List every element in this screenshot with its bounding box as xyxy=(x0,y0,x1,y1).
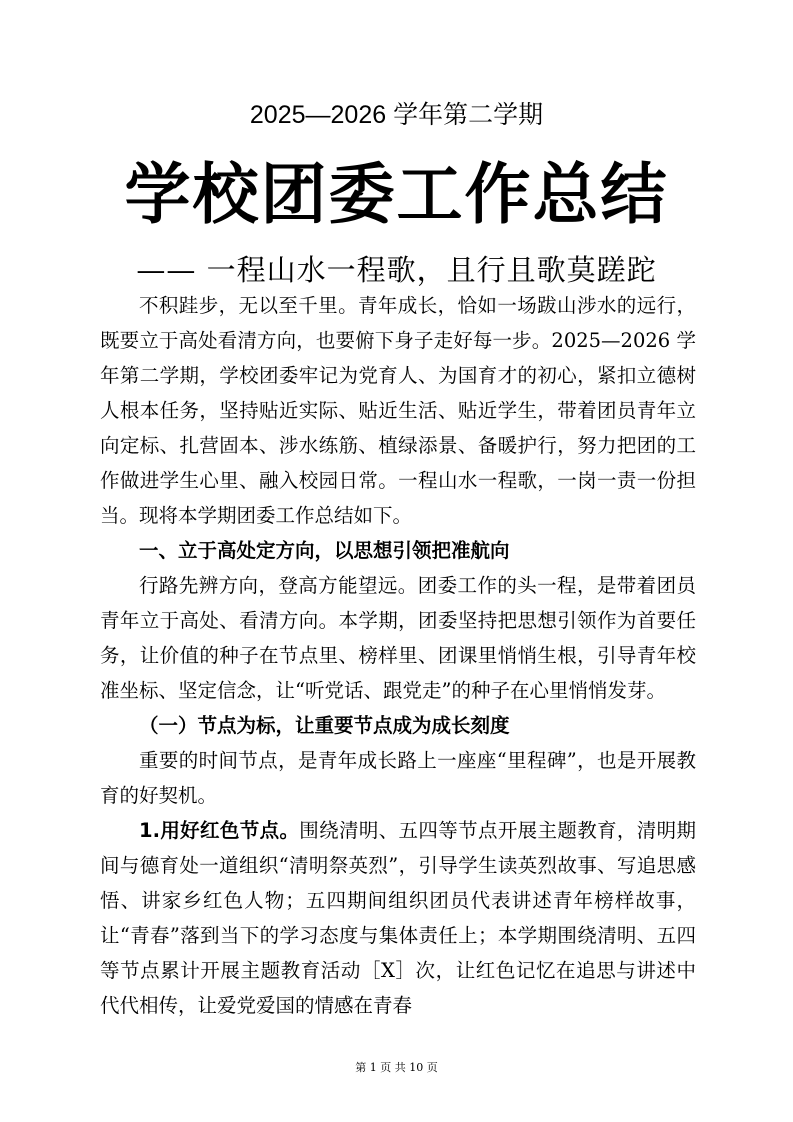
intro-paragraph: 不积跬步，无以至千里。青年成长，恰如一场跋山涉水的远行，既要立于高处看清方向，也要俯下身子走好每一步。2025—2026 学年第二学期，学校团委牢记为党育人、为国育才的初心，紧扣立德树人根本任务，坚持贴近实际、贴近生活、贴近学生，带着团员青年立向定标、扎营固本、涉水练筋、植绿添景、备暖护行，努力把团的工作做进学生心里、融入校园日常。一程山水一程歌，一岗一责一份担当。现将本学期团委工作总结如下。 xyxy=(100,294,696,527)
section-paragraph: 行路先辨方向，登高方能望远。团委工作的头一程，是带着团员青年立于高处、看清方向。本学期，团委坚持把思想引领作为首要任务，让价值的种子在节点里、榜样里、团课里悄悄生根，引导青年校准坐标、坚定信念，让“听党话、跟党走”的种子在心里悄悄发芽。 xyxy=(100,574,696,702)
item-lead: 1.用好红色节点。 xyxy=(139,819,300,842)
document-body xyxy=(100,288,696,1023)
page-number: 第 1 页 共 10 页 xyxy=(355,1061,438,1074)
document-title: 学校团委工作总结 xyxy=(124,156,669,233)
section-heading: 一、立于高处定方向，以思想引领把准航向 xyxy=(139,539,510,562)
semester-label: 2025—2026 学年第二学期 xyxy=(249,101,544,129)
subsection-heading: （一）节点为标，让重要节点成为成长刻度 xyxy=(139,714,510,737)
subsection-paragraph: 重要的时间节点，是青年成长路上一座座“里程碑”，也是开展教育的好契机。 xyxy=(100,749,696,807)
item-text: 围绕清明、五四等节点开展主题教育，清明期间与德育处一道组织“清明祭英烈”，引导学生读英烈故事、写追思感悟、讲家乡红色人物；五四期间组织团员代表讲述青年榜样故事，让“青春”落到当下的学习态度与集体责任上；本学期围绕清明、五四等节点累计开展主题教育活动［X］次，让红色记忆在追思与讲述中代代相传，让爱党爱国的情感在青春 xyxy=(100,819,696,1017)
item-paragraph xyxy=(100,813,696,1023)
document-subtitle: —— 一程山水一程歌，且行且歌莫蹉跎 xyxy=(136,253,657,287)
